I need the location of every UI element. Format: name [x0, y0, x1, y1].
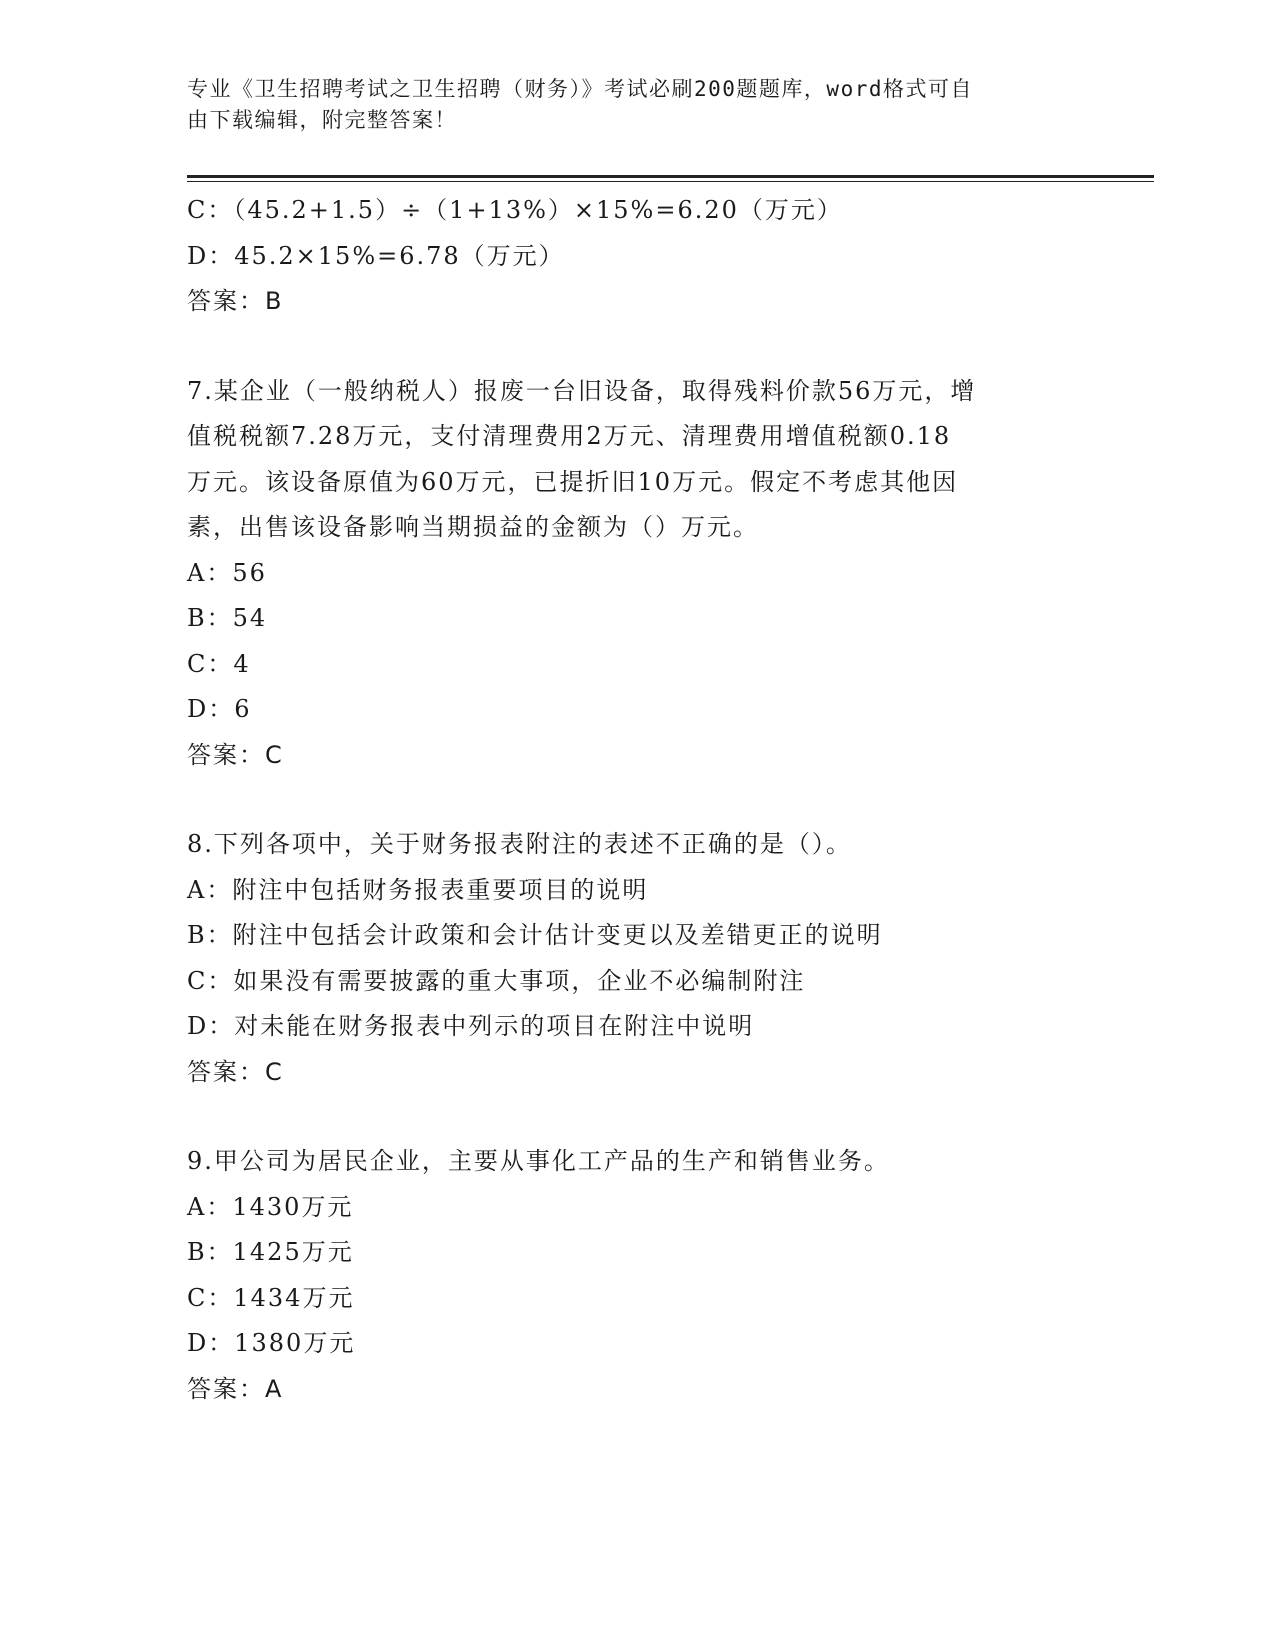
question-9	[187, 1139, 1087, 1412]
option-b: B：附注中包括会计政策和会计估计变更以及差错更正的说明	[187, 921, 883, 949]
question-stem-line: 7.某企业（一般纳税人）报废一台旧设备，取得残料价款56万元，增	[187, 376, 977, 405]
question-stem-line: 值税税额7.28万元，支付清理费用2万元、清理费用增值税额0.18	[187, 422, 952, 450]
question-8	[187, 822, 1087, 1095]
option-a: A：附注中包括财务报表重要项目的说明	[187, 875, 649, 904]
header-line-1: 专业《卫生招聘考试之卫生招聘（财务）》考试必刷200题题库，word格式可自	[187, 77, 973, 101]
answer: 答案：A	[187, 1374, 284, 1403]
question-stem-line: 9.甲公司为居民企业，主要从事化工产品的生产和销售业务。	[187, 1147, 890, 1175]
question-stem-line: 万元。该设备原值为60万元，已提折旧10万元。假定不考虑其他因	[187, 467, 959, 496]
question-7	[187, 369, 1087, 779]
question-stem-line: 8.下列各项中，关于财务报表附注的表述不正确的是（）。	[187, 830, 852, 858]
option-c: C：如果没有需要披露的重大事项，企业不必编制附注	[187, 966, 806, 995]
option-a: A：1430万元	[187, 1192, 354, 1221]
option-d: D：6	[187, 695, 252, 723]
option-d: D：45.2×15%=6.78（万元）	[187, 241, 565, 270]
header-divider-thick	[187, 175, 1154, 178]
option-c: C：1434万元	[187, 1283, 355, 1312]
document-body	[187, 188, 1087, 1412]
option-d: D：1380万元	[187, 1329, 356, 1357]
option-c: C：（45.2+1.5）÷（1+13%）×15%=6.20（万元）	[187, 196, 843, 224]
option-a: A：56	[187, 558, 267, 587]
option-b: B：54	[187, 604, 268, 632]
header-line-2: 由下载编辑，附完整答案！	[187, 108, 457, 132]
option-c: C：4	[187, 649, 251, 678]
option-d: D：对未能在财务报表中列示的项目在附注中说明	[187, 1012, 755, 1040]
question-stem-line: 素，出售该设备影响当期损益的金额为（）万元。	[187, 513, 759, 541]
header-divider-thin	[187, 181, 1154, 182]
document-header	[187, 74, 1067, 136]
answer: 答案：B	[187, 287, 284, 315]
option-b: B：1425万元	[187, 1238, 354, 1266]
previous-question-tail	[187, 188, 1087, 325]
answer: 答案：C	[187, 740, 284, 769]
answer: 答案：C	[187, 1057, 284, 1086]
